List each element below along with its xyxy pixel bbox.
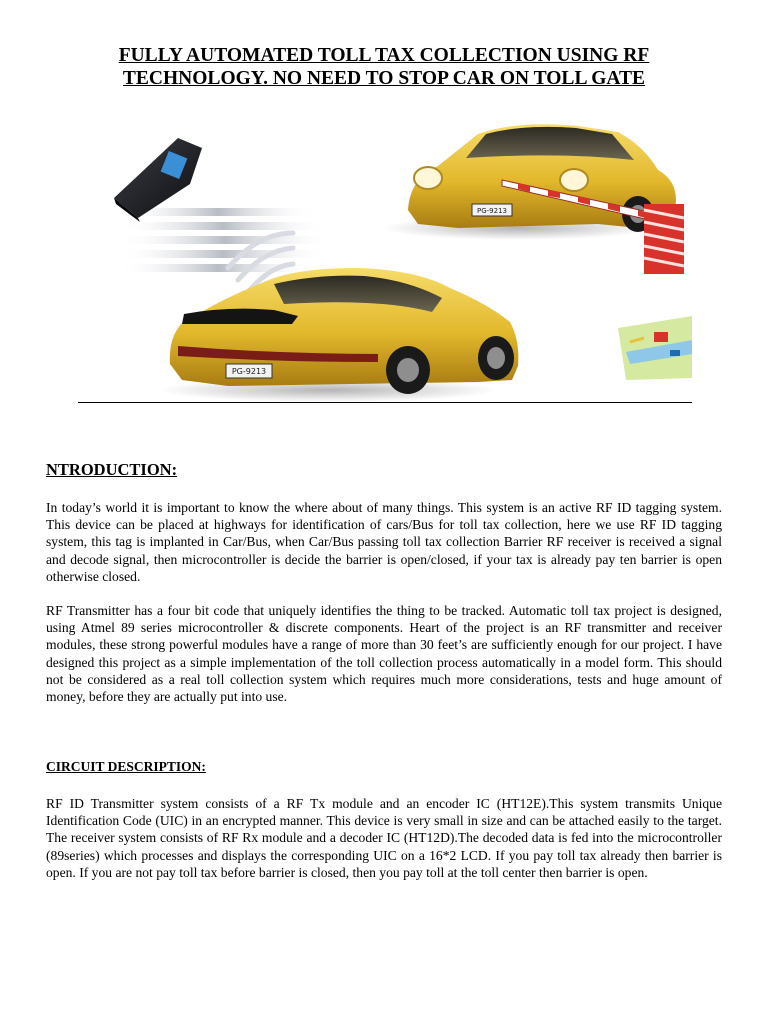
circuit-description-paragraph: RF ID Transmitter system consists of a RF Tx module and an encoder IC (HT12E).This system transmits Unique Identification Code (UIC) in an encrypted manner. This device is very small in size and can be attached easily to the target. The receiver system consists of RF Rx module and a decoder IC (HT12D).The decoded data is fed into the microcontroller (89series) which processes and displays the corresponding UIC on a 16*2 LCD. If you pay toll tax already then barrier is open. If you are not pay toll tax before barrier is closed, then you pay toll at the toll center then barrier is open. bbox=[46, 796, 722, 880]
rear-car-plate: PG-9213 bbox=[231, 367, 267, 376]
hero-illustration-svg bbox=[78, 118, 692, 403]
introduction-paragraph-1: In today’s world it is important to know the where about of many things. This system is an active RF ID tagging system. This device can be placed at highways for identification of cars/Bus for toll tax collection, here we use RF ID tagging system, this tag is implanted in Car/Bus, when Car/Bus passing toll tax collection Barrier RF receiver is received a signal and decode signal, then microcontroller is decide the barrier is open/closed, if your tax is already pay ten barrier is open otherwise closed. bbox=[46, 500, 722, 584]
front-car-plate: PG-9213 bbox=[477, 207, 507, 215]
introduction-heading: NTRODUCTION: bbox=[46, 460, 178, 479]
introduction-paragraph-2: RF Transmitter has a four bit code that uniquely identifies the thing to be tracked. Automatic toll tax project is designed, using Atmel 89 series microcontroller & discrete components. Heart of the project is an RF transmitter and receiver modules, these strong powerful modules have a range of more than 30 feet’s are sufficiently enough for our project. I have designed this project as a simple implementation of the toll collection process automatically in a model form. This should not be considered as a real toll collection system which requires much more considerations, tests and huge amount of money, before they are actually put into use. bbox=[46, 603, 722, 705]
document-title: FULLY AUTOMATED TOLL TAX COLLECTION USING RF TECHNOLOGY. NO NEED TO STOP CAR ON TOLL GATE bbox=[118, 45, 650, 89]
circuit-description-heading: CIRCUIT DESCRIPTION: bbox=[46, 759, 206, 774]
image-bottom-rule bbox=[78, 402, 692, 403]
toll-plaza-model-image bbox=[618, 316, 692, 380]
wall-grille bbox=[118, 208, 333, 272]
hero-illustration bbox=[78, 118, 692, 403]
front-car-image bbox=[383, 124, 676, 240]
rear-car-image bbox=[158, 268, 518, 402]
